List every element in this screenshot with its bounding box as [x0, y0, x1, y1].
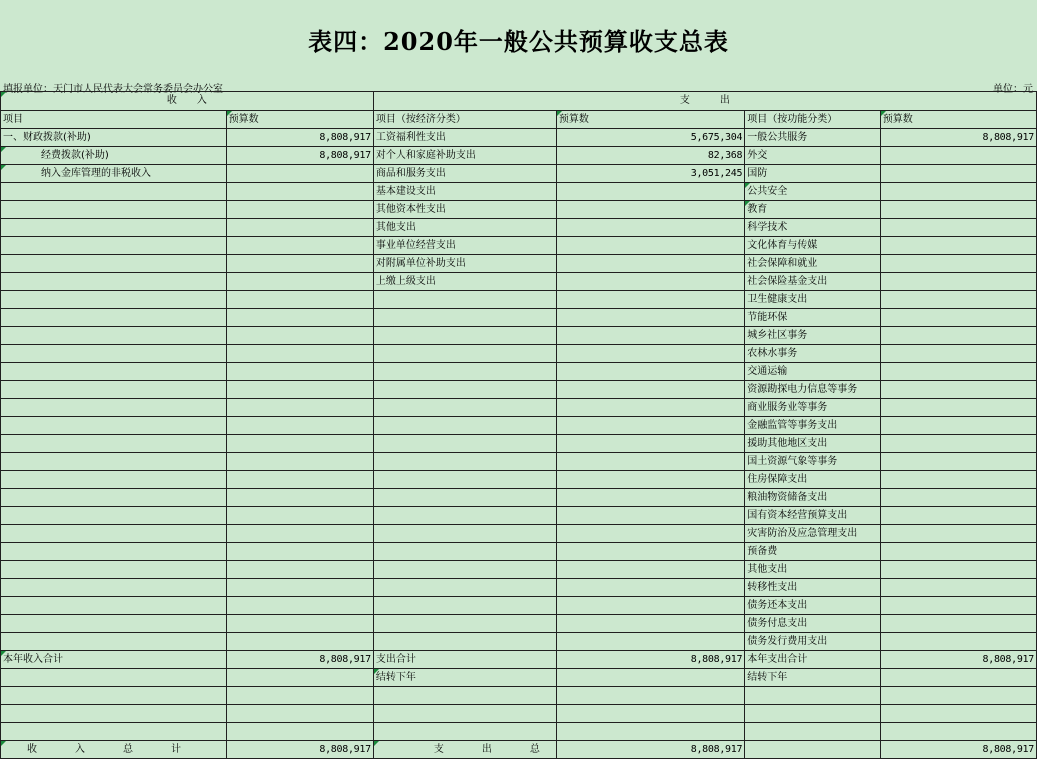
func-item: 一般公共服务 [745, 129, 881, 147]
func-value [880, 273, 1036, 291]
page-title: 表四：2020年一般公共预算收支总表 [308, 27, 729, 56]
income-item [1, 525, 227, 543]
func-value [880, 291, 1036, 309]
currency-unit: 单位：元 [993, 84, 1033, 95]
func-item: 国防 [745, 165, 881, 183]
income-value [226, 579, 373, 597]
table-row [1, 489, 1037, 507]
econ-value [556, 453, 744, 471]
income-item [1, 255, 227, 273]
income-value [226, 543, 373, 561]
econ-item [373, 471, 556, 489]
econ-value [556, 525, 744, 543]
func-item: 金融监管等事务支出 [745, 417, 881, 435]
empty-cell [745, 723, 881, 741]
income-value [226, 471, 373, 489]
func-item: 卫生健康支出 [745, 291, 881, 309]
income-item [1, 399, 227, 417]
econ-value [556, 201, 744, 219]
func-value [880, 219, 1036, 237]
table-row [1, 327, 1037, 345]
func-value [880, 399, 1036, 417]
table-row [1, 237, 1037, 255]
empty-cell [745, 705, 881, 723]
income-subtotal-label: 本年收入合计 [1, 651, 227, 669]
income-item [1, 237, 227, 255]
econ-value [556, 309, 744, 327]
econ-item [373, 525, 556, 543]
income-item [1, 327, 227, 345]
col-budget: 预算数 [226, 111, 373, 129]
income-value: 8,808,917 [226, 147, 373, 165]
econ-item [373, 633, 556, 651]
col-budget3: 预算数 [880, 111, 1036, 129]
empty-cell [226, 687, 373, 705]
func-value: 8,808,917 [880, 129, 1036, 147]
econ-value [556, 435, 744, 453]
income-total-label: 收 入 总 计 [1, 741, 227, 759]
income-value [226, 489, 373, 507]
income-value [226, 309, 373, 327]
carry-row [1, 669, 1037, 687]
income-value [226, 561, 373, 579]
econ-value [556, 615, 744, 633]
col-func: 项目（按功能分类） [745, 111, 881, 129]
func-value [880, 453, 1036, 471]
income-value [226, 327, 373, 345]
income-value [226, 453, 373, 471]
income-value [226, 399, 373, 417]
func-value [880, 597, 1036, 615]
econ-item [373, 561, 556, 579]
empty-cell [556, 669, 744, 687]
income-value [226, 435, 373, 453]
func-item: 社会保险基金支出 [745, 273, 881, 291]
empty-cell [880, 669, 1036, 687]
func-item: 住房保障支出 [745, 471, 881, 489]
econ-item: 其他支出 [373, 219, 556, 237]
table-row [1, 435, 1037, 453]
table-row [1, 219, 1037, 237]
income-item [1, 183, 227, 201]
empty-cell [745, 741, 881, 759]
func-value [880, 507, 1036, 525]
income-item [1, 435, 227, 453]
econ-value [556, 489, 744, 507]
income-item [1, 507, 227, 525]
econ-item: 事业单位经营支出 [373, 237, 556, 255]
empty-cell [880, 705, 1036, 723]
econ-value [556, 399, 744, 417]
income-item: 纳入金库管理的非税收入 [1, 165, 227, 183]
func-value [880, 237, 1036, 255]
func-item: 债务发行费用支出 [745, 633, 881, 651]
income-value [226, 165, 373, 183]
econ-value [556, 597, 744, 615]
econ-item [373, 291, 556, 309]
econ-value: 82,368 [556, 147, 744, 165]
carry-func-label: 结转下年 [745, 669, 881, 687]
table-row [1, 453, 1037, 471]
econ-value [556, 543, 744, 561]
func-value [880, 309, 1036, 327]
func-value [880, 633, 1036, 651]
income-item [1, 615, 227, 633]
income-value [226, 219, 373, 237]
func-item: 节能环保 [745, 309, 881, 327]
econ-item: 对附属单位补助支出 [373, 255, 556, 273]
table-row [1, 381, 1037, 399]
total-row [1, 741, 1037, 759]
econ-item [373, 381, 556, 399]
income-item [1, 381, 227, 399]
econ-value [556, 255, 744, 273]
econ-value [556, 417, 744, 435]
econ-item: 上缴上级支出 [373, 273, 556, 291]
income-value [226, 255, 373, 273]
income-item [1, 363, 227, 381]
income-item: 经费拨款(补助) [1, 147, 227, 165]
income-item [1, 579, 227, 597]
col-econ: 项目（按经济分类） [373, 111, 556, 129]
func-item: 其他支出 [745, 561, 881, 579]
empty-cell [373, 723, 556, 741]
table-row [1, 579, 1037, 597]
econ-item [373, 309, 556, 327]
income-value [226, 597, 373, 615]
econ-item [373, 615, 556, 633]
income-item [1, 489, 227, 507]
income-item [1, 345, 227, 363]
econ-total-value: 8,808,917 [556, 741, 744, 759]
econ-item: 对个人和家庭补助支出 [373, 147, 556, 165]
empty-cell [373, 705, 556, 723]
empty-cell [1, 723, 227, 741]
income-value [226, 417, 373, 435]
income-value [226, 183, 373, 201]
income-item [1, 471, 227, 489]
econ-value [556, 633, 744, 651]
econ-value [556, 381, 744, 399]
empty-cell [1, 687, 227, 705]
func-value [880, 165, 1036, 183]
func-value [880, 543, 1036, 561]
income-value [226, 633, 373, 651]
func-value [880, 615, 1036, 633]
income-item [1, 201, 227, 219]
econ-value: 3,051,245 [556, 165, 744, 183]
table-row [1, 471, 1037, 489]
func-value [880, 201, 1036, 219]
income-value [226, 345, 373, 363]
income-item [1, 273, 227, 291]
func-value [880, 525, 1036, 543]
blank-row [1, 723, 1037, 741]
income-item [1, 291, 227, 309]
carry-econ-label: 结转下年 [373, 669, 556, 687]
func-item: 城乡社区事务 [745, 327, 881, 345]
func-item: 社会保障和就业 [745, 255, 881, 273]
table-row [1, 129, 1037, 147]
func-value [880, 579, 1036, 597]
func-value [880, 435, 1036, 453]
table-row [1, 345, 1037, 363]
econ-value [556, 273, 744, 291]
func-value [880, 255, 1036, 273]
income-value [226, 291, 373, 309]
col-budget2: 预算数 [556, 111, 744, 129]
func-item: 文化体育与传媒 [745, 237, 881, 255]
func-item: 债务付息支出 [745, 615, 881, 633]
econ-value [556, 219, 744, 237]
income-item [1, 597, 227, 615]
table-row [1, 183, 1037, 201]
func-value [880, 561, 1036, 579]
econ-item [373, 417, 556, 435]
econ-value: 5,675,304 [556, 129, 744, 147]
empty-cell [226, 723, 373, 741]
econ-value [556, 507, 744, 525]
income-value [226, 273, 373, 291]
subtotal-row [1, 651, 1037, 669]
table-row [1, 633, 1037, 651]
income-value [226, 363, 373, 381]
table-row [1, 417, 1037, 435]
func-item: 预备费 [745, 543, 881, 561]
func-item: 国有资本经营预算支出 [745, 507, 881, 525]
func-item: 援助其他地区支出 [745, 435, 881, 453]
table-row [1, 597, 1037, 615]
func-value [880, 417, 1036, 435]
func-item: 转移性支出 [745, 579, 881, 597]
income-value [226, 507, 373, 525]
econ-item [373, 597, 556, 615]
table-row [1, 273, 1037, 291]
empty-cell [373, 687, 556, 705]
column-header-row [1, 111, 1037, 129]
expense-total-label: 支 出 总 [373, 741, 556, 759]
empty-cell [556, 705, 744, 723]
func-item: 公共安全 [745, 183, 881, 201]
income-total-value: 8,808,917 [226, 741, 373, 759]
empty-cell [226, 669, 373, 687]
econ-item [373, 453, 556, 471]
econ-value [556, 579, 744, 597]
blank-row [1, 705, 1037, 723]
budget-table [0, 91, 1037, 759]
table-row [1, 543, 1037, 561]
func-item: 交通运输 [745, 363, 881, 381]
econ-subtotal-value: 8,808,917 [556, 651, 744, 669]
expense-header: 支 出 [373, 92, 1036, 111]
econ-item [373, 543, 556, 561]
table-row [1, 363, 1037, 381]
func-value [880, 381, 1036, 399]
func-value [880, 345, 1036, 363]
func-item: 科学技术 [745, 219, 881, 237]
econ-value [556, 183, 744, 201]
empty-cell [1, 705, 227, 723]
table-row [1, 255, 1037, 273]
func-total-value: 8,808,917 [880, 741, 1036, 759]
econ-value [556, 327, 744, 345]
empty-cell [880, 723, 1036, 741]
income-value: 8,808,917 [226, 129, 373, 147]
section-header-row [1, 92, 1037, 111]
income-item [1, 453, 227, 471]
econ-item [373, 399, 556, 417]
econ-item: 工资福利性支出 [373, 129, 556, 147]
econ-item [373, 507, 556, 525]
econ-item: 其他资本性支出 [373, 201, 556, 219]
table-row [1, 309, 1037, 327]
econ-subtotal-label: 支出合计 [373, 651, 556, 669]
income-item [1, 417, 227, 435]
econ-item [373, 345, 556, 363]
reporting-unit: 填报单位：天门市人民代表大会常务委员会办公室 [3, 84, 223, 95]
table-row [1, 147, 1037, 165]
table-row [1, 615, 1037, 633]
func-item: 商业服务业等事务 [745, 399, 881, 417]
func-value [880, 183, 1036, 201]
func-value [880, 471, 1036, 489]
table-row [1, 399, 1037, 417]
income-value [226, 381, 373, 399]
empty-cell [556, 723, 744, 741]
func-subtotal-value: 8,808,917 [880, 651, 1036, 669]
blank-row [1, 687, 1037, 705]
income-value [226, 525, 373, 543]
func-item: 教育 [745, 201, 881, 219]
econ-value [556, 561, 744, 579]
func-item: 资源勘探电力信息等事务 [745, 381, 881, 399]
func-item: 债务还本支出 [745, 597, 881, 615]
econ-item [373, 363, 556, 381]
econ-item [373, 489, 556, 507]
func-item: 粮油物资储备支出 [745, 489, 881, 507]
func-value [880, 147, 1036, 165]
table-row [1, 165, 1037, 183]
econ-item [373, 327, 556, 345]
income-item [1, 561, 227, 579]
econ-value [556, 471, 744, 489]
empty-cell [1, 669, 227, 687]
econ-item: 商品和服务支出 [373, 165, 556, 183]
func-subtotal-label: 本年支出合计 [745, 651, 881, 669]
income-header: 收 入 [1, 92, 374, 111]
col-item: 项目 [1, 111, 227, 129]
empty-cell [880, 687, 1036, 705]
income-item [1, 309, 227, 327]
func-value [880, 327, 1036, 345]
econ-item [373, 435, 556, 453]
table-row [1, 561, 1037, 579]
econ-value [556, 345, 744, 363]
econ-value [556, 237, 744, 255]
income-subtotal-value: 8,808,917 [226, 651, 373, 669]
func-value [880, 489, 1036, 507]
func-item: 外交 [745, 147, 881, 165]
income-item [1, 219, 227, 237]
func-value [880, 363, 1036, 381]
table-row [1, 291, 1037, 309]
empty-cell [556, 687, 744, 705]
empty-cell [226, 705, 373, 723]
func-item: 国土资源气象等事务 [745, 453, 881, 471]
income-value [226, 237, 373, 255]
func-item: 农林水事务 [745, 345, 881, 363]
table-row [1, 201, 1037, 219]
func-item: 灾害防治及应急管理支出 [745, 525, 881, 543]
income-value [226, 201, 373, 219]
econ-item [373, 579, 556, 597]
empty-cell [745, 687, 881, 705]
econ-value [556, 363, 744, 381]
table-row [1, 525, 1037, 543]
income-item: 一、财政拨款(补助) [1, 129, 227, 147]
econ-value [556, 291, 744, 309]
table-row [1, 507, 1037, 525]
income-value [226, 615, 373, 633]
income-item [1, 633, 227, 651]
income-item [1, 543, 227, 561]
econ-item: 基本建设支出 [373, 183, 556, 201]
